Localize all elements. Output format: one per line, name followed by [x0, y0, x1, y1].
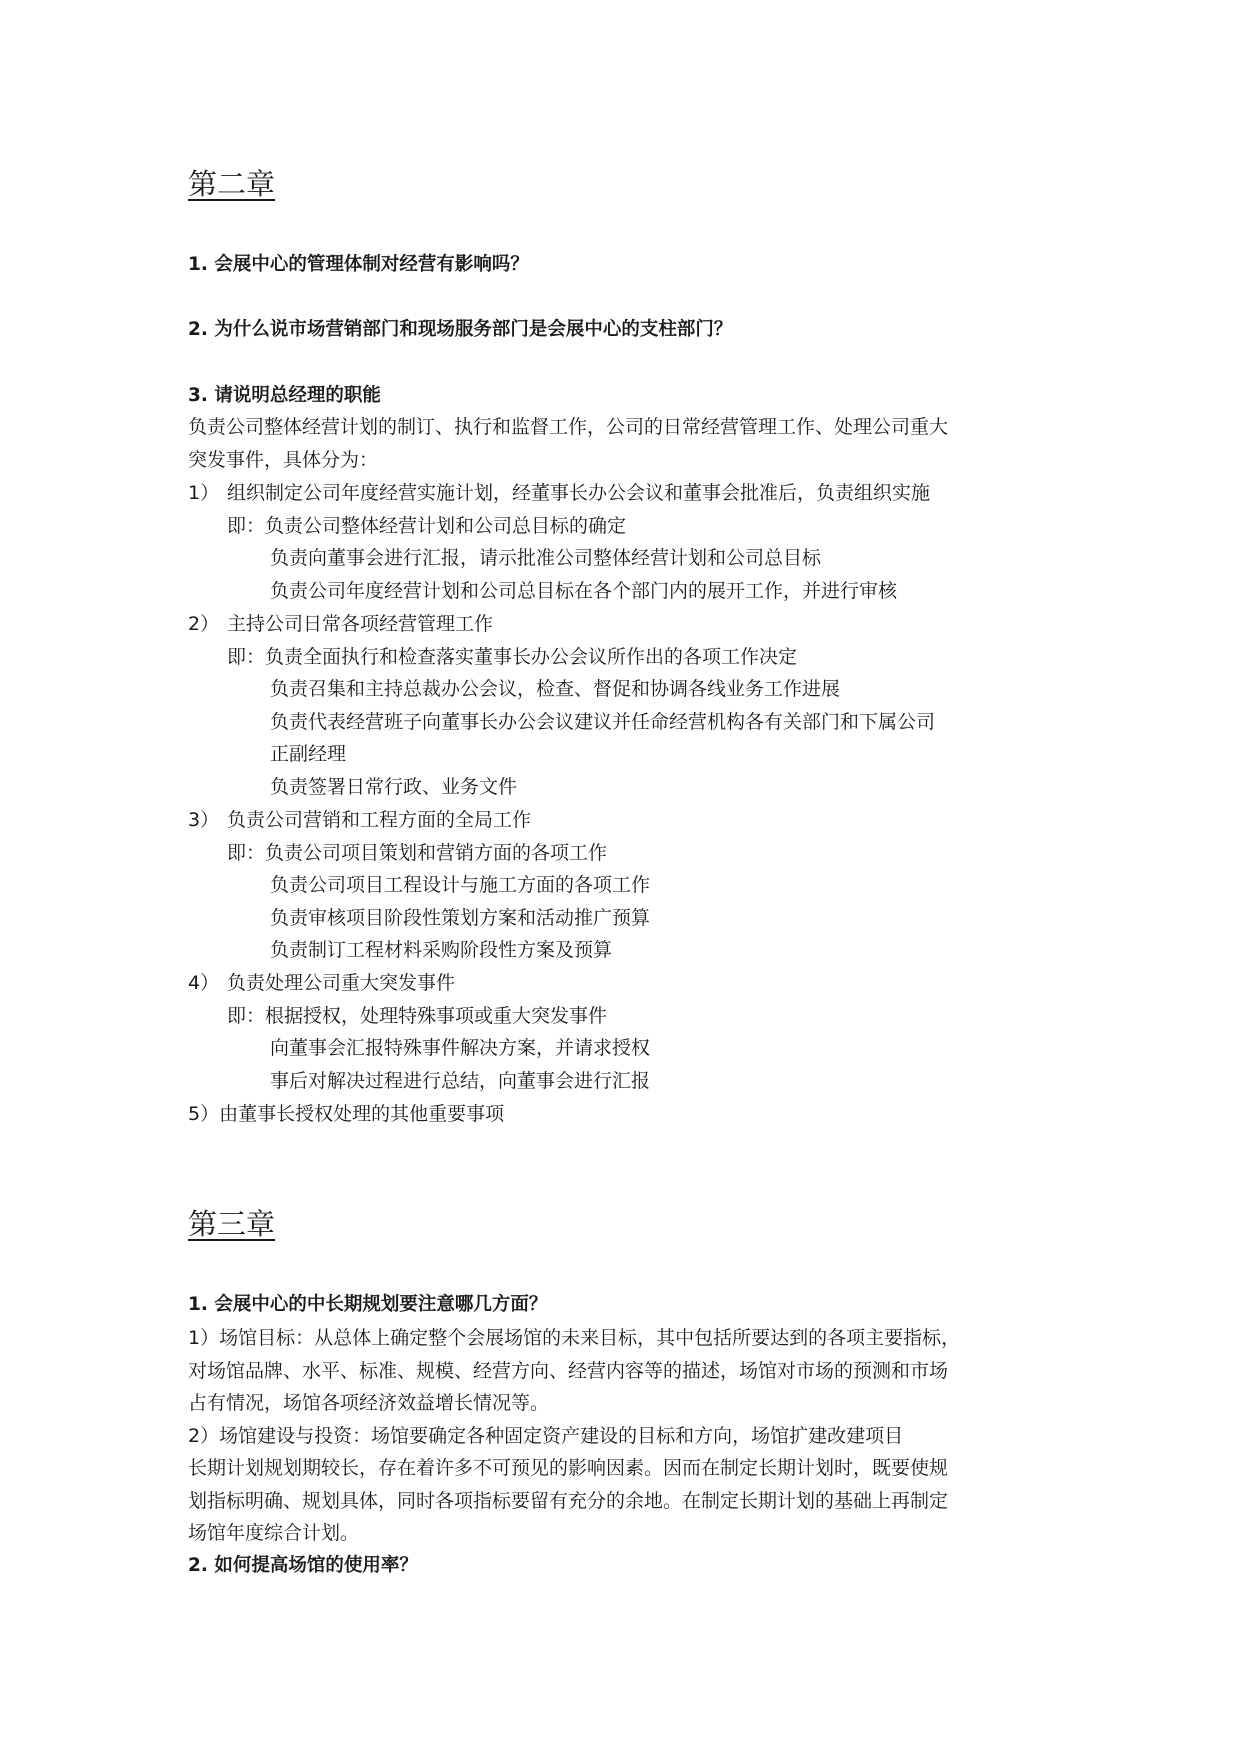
paragraph-line: 划指标明确、规划具体，同时各项指标要留有充分的余地。在制定长期计划的基础上再制定 [188, 1490, 949, 1512]
sub-item: 即：负责公司整体经营计划和公司总目标的确定 [227, 515, 627, 537]
intro-line-1: 负责公司整体经营计划的制订、执行和监督工作，公司的日常经营管理工作、处理公司重大 [188, 416, 949, 438]
sub-item: 正副经理 [270, 743, 347, 765]
sub-item: 负责公司年度经营计划和公司总目标在各个部门内的展开工作，并进行审核 [270, 580, 898, 602]
list-item-number: 4） [188, 972, 220, 994]
list-item-number: 2） [188, 613, 220, 635]
list-item-text: 组织制定公司年度经营实施计划，经董事长办公会议和董事会批准后，负责组织实施 [227, 482, 931, 504]
chapter-3-title: 第三章 [188, 1207, 276, 1241]
sub-item: 事后对解决过程进行总结，向董事会进行汇报 [270, 1070, 651, 1092]
paragraph-line: 1）场馆目标：从总体上确定整个会展场馆的未来目标，其中包括所要达到的各项主要指标， [188, 1327, 961, 1349]
sub-item: 负责审核项目阶段性策划方案和活动推广预算 [270, 907, 651, 929]
list-item-text: 负责处理公司重大突发事件 [227, 972, 456, 994]
intro-line-2: 突发事件，具体分为： [188, 449, 379, 471]
list-item-number: 1） [188, 482, 220, 504]
sub-item: 即：负责公司项目策划和营销方面的各项工作 [227, 842, 608, 864]
sub-item: 负责制订工程材料采购阶段性方案及预算 [270, 939, 613, 961]
question-2-3: 3. 请说明总经理的职能 [188, 385, 381, 406]
sub-item: 即：根据授权，处理特殊事项或重大突发事件 [227, 1005, 608, 1027]
paragraph-line: 场馆年度综合计划。 [188, 1522, 360, 1544]
paragraph-line: 对场馆品牌、水平、标准、规模、经营方向、经营内容等的描述，场馆对市场的预测和市场 [188, 1360, 949, 1382]
sub-item: 负责代表经营班子向董事长办公会议建议并任命经营机构各有关部门和下属公司 [270, 711, 936, 733]
question-2-1: 1. 会展中心的管理体制对经营有影响吗？ [188, 254, 529, 275]
sub-item: 负责签署日常行政、业务文件 [270, 776, 518, 798]
sub-item: 向董事会汇报特殊事件解决方案，并请求授权 [270, 1037, 651, 1059]
chapter-2-title: 第二章 [188, 167, 276, 201]
list-item-number: 3） [188, 809, 220, 831]
question-3-2: 2. 如何提高场馆的使用率？ [188, 1555, 418, 1576]
question-2-2: 2. 为什么说市场营销部门和现场服务部门是会展中心的支柱部门？ [188, 319, 733, 340]
question-3-1: 1. 会展中心的中长期规划要注意哪几方面？ [188, 1294, 548, 1315]
list-item-text: 主持公司日常各项经营管理工作 [227, 613, 494, 635]
sub-item: 负责向董事会进行汇报，请示批准公司整体经营计划和公司总目标 [270, 547, 822, 569]
paragraph-line: 长期计划规划期较长，存在着许多不可预见的影响因素。因而在制定长期计划时，既要使规 [188, 1457, 949, 1479]
list-item-text: 5）由董事长授权处理的其他重要事项 [188, 1103, 505, 1125]
paragraph-line: 2）场馆建设与投资：场馆要确定各种固定资产建设的目标和方向，场馆扩建改建项目 [188, 1425, 904, 1447]
sub-item: 负责公司项目工程设计与施工方面的各项工作 [270, 874, 651, 896]
paragraph-line: 占有情况，场馆各项经济效益增长情况等。 [188, 1392, 550, 1414]
sub-item: 即：负责全面执行和检查落实董事长办公会议所作出的各项工作决定 [227, 646, 798, 668]
list-item-text: 负责公司营销和工程方面的全局工作 [227, 809, 532, 831]
sub-item: 负责召集和主持总裁办公会议，检查、督促和协调各线业务工作进展 [270, 678, 841, 700]
